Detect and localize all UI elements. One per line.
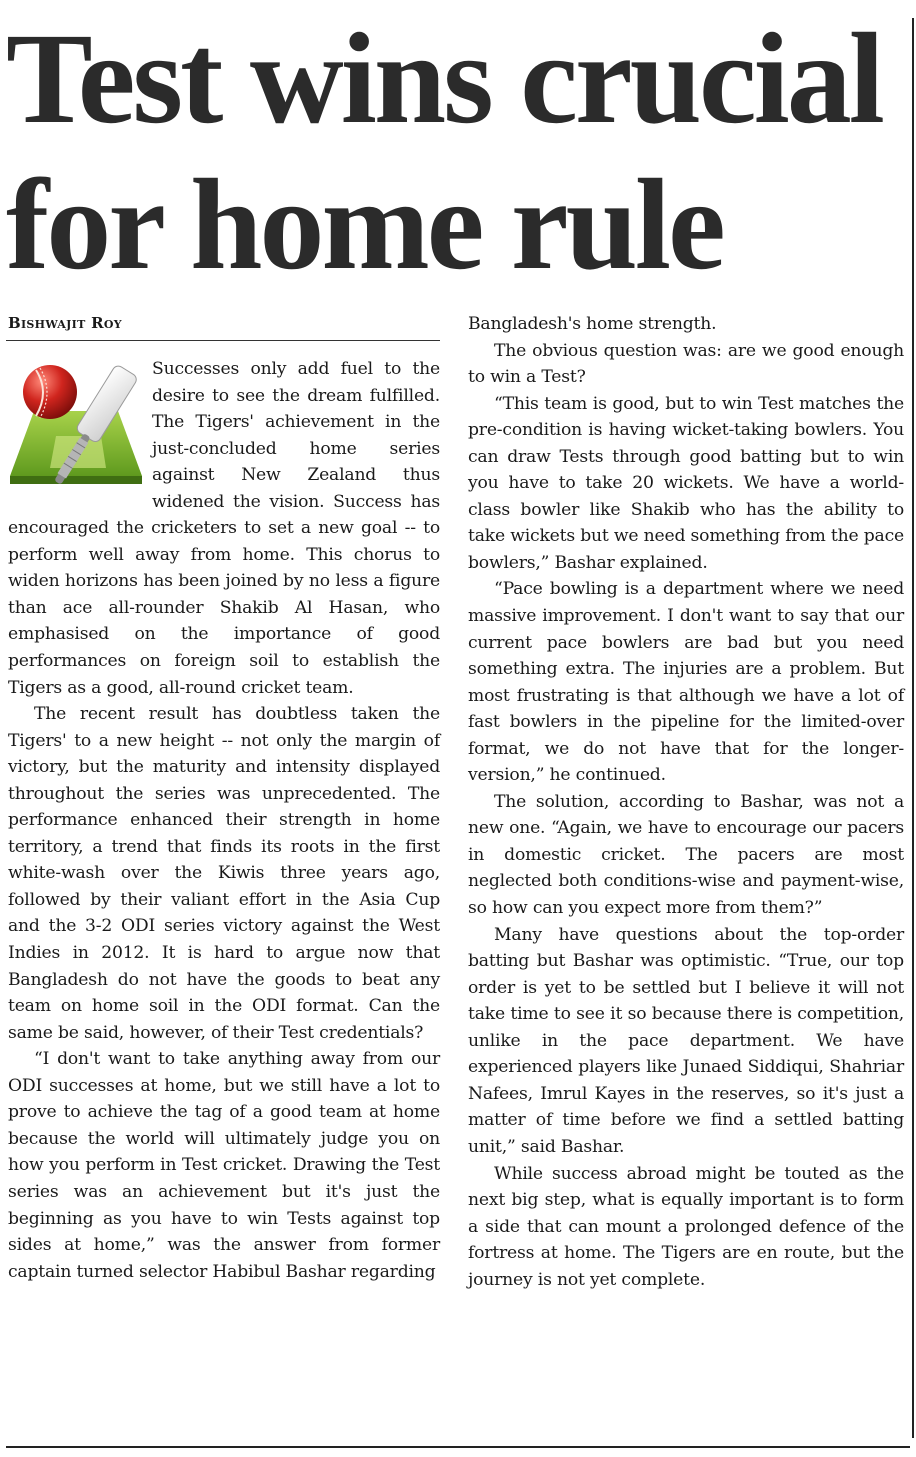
paragraph: The solution, according to Bashar, was not a new one. “Again, we have to encourage our pacers in domestic cricket. The pacers are most neglected both conditions-wise and payment-wise, so how can you expect more from them?” [468,791,904,919]
left-column [8,356,440,1285]
paragraph: The recent result has doubtless taken the Tigers' to a new height -- not only the margin of victory, but the maturity and intensity displayed throughout the series was unprecedented. The performance enhanced their strength in home territory, a trend that finds its roots in the first white-wash over the Kiwis three years ago, followed by their valiant effort in the Asia Cup and the 3-2 ODI series victory against the West Indies in 2012. It is hard to argue now that Bangladesh do not have the goods to beat any team on home soil in the ODI format. Can the same be said, however, of their Test credentials? [8,704,440,1043]
cricket-ball-and-bat-icon [6,356,146,514]
paragraph: Many have questions about the top-order batting but Bashar was optimistic. “True, our top order is yet to be settled but I believe it will not take time to see it so because there is competition, unlike in the pace department. We have experienced players like Junaed Siddiqui, Shahriar Nafees, Imrul Kayes in the reserves, so it's just a matter of time before we find a settled batting unit,” said Bashar. [468,924,904,1157]
paragraph: Bangladesh's home strength. [468,314,717,334]
byline-rule [6,340,440,341]
column-rule-right [912,18,914,1438]
byline: Bishwajit Roy [8,314,122,332]
right-column [468,311,904,1293]
headline [6,6,911,298]
headline-line-2: for home rule [6,153,723,297]
paragraph: The obvious question was: are we good enough to win a Test? [468,340,904,388]
paragraph: “This team is good, but to win Test matches the pre-condition is having wicket-taking bowlers. You can draw Tests through good batting but to win you have to take 20 wickets. We have a world-class bowler like Shakib who has the ability to take wickets but we need something from the pace bowlers,” Bashar explained. [468,393,904,573]
paragraph: While success abroad might be touted as the next big step, what is equally important is to form a side that can mount a prolonged defence of the fortress at home. The Tigers are en route, but the journey is not yet complete. [468,1163,904,1290]
bottom-rule [6,1446,910,1448]
paragraph: “I don't want to take anything away from our ODI successes at home, but we still have a lot to prove to achieve the tag of a good team at home because the world will ultimately judge you on how you perform in Test cricket. Drawing the Test series was an achievement but it's just the beginning as you have to win Tests against top sides at home,” was the answer from former captain turned selector Habibul Bashar regarding [8,1049,440,1282]
paragraph: “Pace bowling is a department where we need massive improvement. I don't want to say that our current pace bowlers are bad but you need something extra. The injuries are a problem. But most frustrating is that although we have a lot of fast bowlers in the pipeline for the limited-over format, we do not have that for the longer-version,” he continued. [468,579,904,786]
paragraph: Successes only add fuel to the desire to see the dream fulfilled. The Tigers' achievement in the just-concluded home series against New Zealand thus widened the vision. Success has encouraged the cricketers to set a new goal -- to perform well away from home. This chorus to widen horizons has been joined by no less a figure than ace all-rounder Shakib Al Hasan, who emphasised on the importance of good performances on foreign soil to establish the Tigers as a good, all-round cricket team. [8,356,440,701]
headline-line-1: Test wins crucial [6,7,882,151]
